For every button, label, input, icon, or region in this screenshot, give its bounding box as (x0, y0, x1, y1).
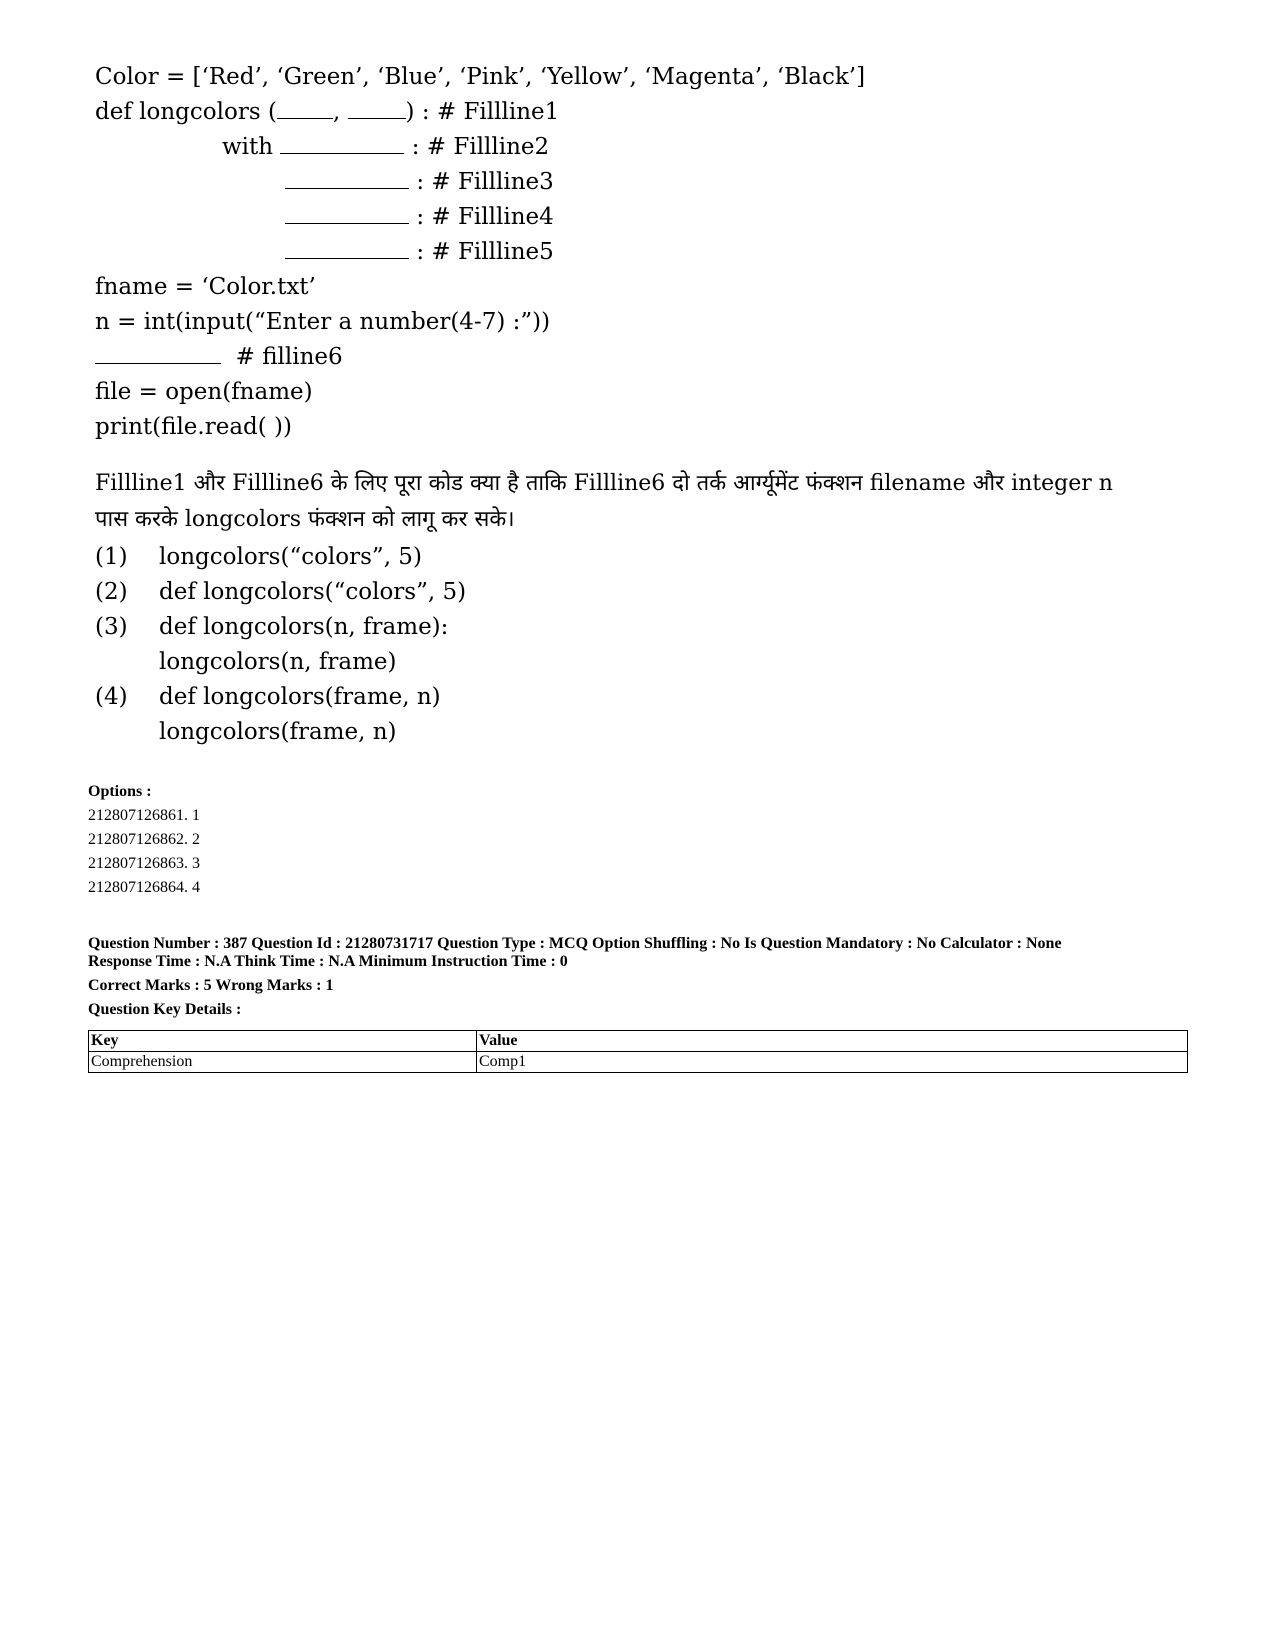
code-text: def longcolors ( (95, 99, 277, 125)
question-text-line-2: पास करके longcolors फंक्शन को लागू कर सके। (95, 507, 515, 532)
question-key-table (88, 1030, 1188, 1073)
choice-3-line-2: longcolors(n, frame) (159, 649, 397, 675)
code-text: : # Fillline3 (416, 169, 554, 195)
table-row (89, 1052, 1188, 1073)
choice-text: def longcolors(“colors”, 5) (159, 579, 467, 605)
code-text: , (332, 99, 341, 125)
choice-number: (2) (95, 579, 128, 605)
code-line-11: print(file.read( )) (95, 414, 292, 440)
choice-number: (1) (95, 544, 128, 570)
fill-blank (348, 98, 406, 119)
code-text: ) : # Fillline1 (405, 99, 560, 125)
table-header-row (89, 1031, 1188, 1052)
key-details-heading: Question Key Details : (88, 1001, 242, 1018)
code-line-9 (95, 342, 343, 372)
choice-4-line-2: longcolors(frame, n) (159, 719, 397, 745)
code-text: : # Fillline4 (416, 204, 554, 230)
option-item-4: 212807126864. 4 (88, 879, 200, 896)
code-text: # filline6 (235, 344, 343, 370)
option-item-3: 212807126863. 3 (88, 855, 200, 872)
question-meta-line-2: Response Time : N.A Think Time : N.A Minimum Instruction Time : 0 (88, 953, 568, 970)
code-text: with (222, 134, 274, 160)
option-item-1: 212807126861. 1 (88, 807, 200, 824)
table-cell: Comprehension (89, 1052, 477, 1073)
choice-number: (4) (95, 684, 128, 710)
code-line-3 (222, 132, 549, 162)
table-header-cell: Key (89, 1031, 477, 1052)
question-meta-line-1: Question Number : 387 Question Id : 21280731717 Question Type : MCQ Option Shuffling : No Is Question Mandatory : No Calculator : None (88, 935, 1062, 952)
choice-text: def longcolors(frame, n) (159, 684, 441, 710)
fill-blank (285, 168, 409, 189)
choice-number: (3) (95, 614, 128, 640)
choice-2 (95, 577, 466, 607)
choice-text: longcolors(“colors”, 5) (159, 544, 422, 570)
code-line-5 (285, 202, 554, 232)
code-text: : # Fillline2 (411, 134, 550, 160)
choice-1 (95, 542, 422, 572)
code-line-10: file = open(fname) (95, 379, 313, 405)
code-line-1: Color = [‘Red’, ‘Green’, ‘Blue’, ‘Pink’, ‘Yellow’, ‘Magenta’, ‘Black’] (95, 64, 866, 90)
choice-text: def longcolors(n, frame): (159, 614, 449, 640)
fill-blank (285, 203, 409, 224)
code-line-4 (285, 167, 554, 197)
choice-4 (95, 682, 441, 712)
code-line-6 (285, 237, 554, 267)
table-header-cell: Value (477, 1031, 1188, 1052)
marks-line: Correct Marks : 5 Wrong Marks : 1 (88, 977, 334, 994)
options-heading: Options : (88, 783, 152, 800)
table-cell: Comp1 (477, 1052, 1188, 1073)
code-text: : # Fillline5 (416, 239, 554, 265)
code-line-2 (95, 97, 559, 127)
option-item-2: 212807126862. 2 (88, 831, 200, 848)
code-line-7: fname = ‘Color.txt’ (95, 274, 316, 300)
fill-blank (280, 133, 404, 154)
question-text-line-1: Fillline1 और Fillline6 के लिए पूरा कोड क्या है ताकि Fillline6 दो तर्क आर्ग्यूमेंट फंक्शन filename और integer n (95, 471, 1113, 496)
fill-blank (285, 238, 409, 259)
choice-3 (95, 612, 448, 642)
fill-blank (95, 343, 221, 364)
fill-blank (277, 98, 333, 119)
code-line-8: n = int(input(“Enter a number(4-7) :”)) (95, 309, 551, 335)
